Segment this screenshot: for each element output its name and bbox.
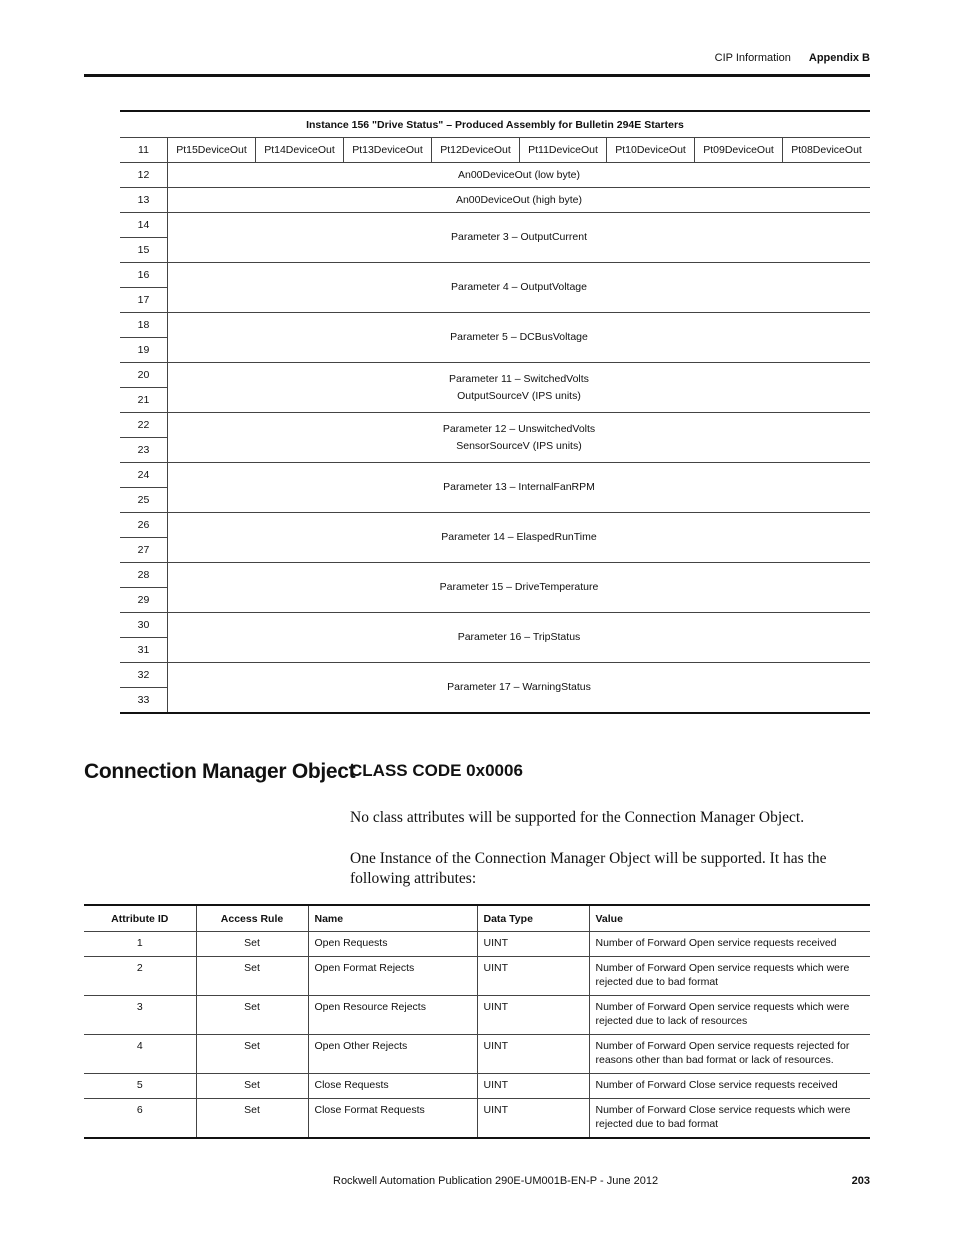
parameter-cell xyxy=(168,663,871,714)
table-row xyxy=(84,1074,870,1099)
table-row xyxy=(120,263,870,288)
attribute-name-cell: Close Format Requests xyxy=(308,1099,477,1139)
parameter-cell xyxy=(168,213,871,263)
byte-cell: 21 xyxy=(120,388,168,413)
parameter-line: Parameter 13 – InternalFanRPM xyxy=(443,481,595,493)
parameter-cell xyxy=(168,463,871,513)
table-row xyxy=(84,996,870,1035)
table-row xyxy=(120,463,870,488)
table-row xyxy=(120,138,870,163)
table-row xyxy=(120,563,870,588)
attribute-value-cell: Number of Forward Open service requests received xyxy=(589,932,870,957)
table-row xyxy=(120,363,870,388)
assembly-table-title: Instance 156 "Drive Status" – Produced Assembly for Bulletin 294E Starters xyxy=(120,111,870,138)
attribute-name-cell: Open Other Rejects xyxy=(308,1035,477,1074)
attribute-id-cell: 2 xyxy=(84,957,196,996)
footer-publication: Rockwell Automation Publication 290E-UM001B-EN-P - June 2012 xyxy=(333,1175,659,1187)
parameter-cell xyxy=(168,613,871,663)
attribute-type-cell: UINT xyxy=(477,1035,589,1074)
byte-cell: 28 xyxy=(120,563,168,588)
byte-cell: 26 xyxy=(120,513,168,538)
byte-cell: 31 xyxy=(120,638,168,663)
bit-cell: Pt13DeviceOut xyxy=(344,138,432,163)
byte-cell: 13 xyxy=(120,188,168,213)
parameter-line: Parameter 5 – DCBusVoltage xyxy=(450,331,588,343)
table-row xyxy=(84,1035,870,1074)
parameter-line: Parameter 3 – OutputCurrent xyxy=(451,231,587,243)
attribute-type-cell: UINT xyxy=(477,957,589,996)
byte-cell: 16 xyxy=(120,263,168,288)
column-header: Access Rule xyxy=(196,905,308,932)
attribute-value-cell: Number of Forward Open service requests which were rejected due to lack of resources xyxy=(589,996,870,1035)
byte-cell: 18 xyxy=(120,313,168,338)
parameter-cell xyxy=(168,313,871,363)
table-row xyxy=(84,932,870,957)
parameter-line: OutputSourceV (IPS units) xyxy=(457,389,581,402)
attribute-table-header xyxy=(84,905,870,932)
column-header: Attribute ID xyxy=(84,905,196,932)
byte-cell: 11 xyxy=(120,138,168,163)
bit-cell: Pt14DeviceOut xyxy=(256,138,344,163)
parameter-line: SensorSourceV (IPS units) xyxy=(456,439,582,452)
byte-cell: 12 xyxy=(120,163,168,188)
attribute-access-cell: Set xyxy=(196,1074,308,1099)
table-row xyxy=(120,213,870,238)
section-title: Connection Manager Object xyxy=(84,760,356,783)
table-row xyxy=(120,663,870,688)
table-row xyxy=(120,513,870,538)
table-row xyxy=(84,957,870,996)
bit-cell: Pt15DeviceOut xyxy=(168,138,256,163)
table-row xyxy=(120,313,870,338)
attribute-id-cell: 5 xyxy=(84,1074,196,1099)
table-row xyxy=(120,613,870,638)
parameter-cell xyxy=(168,513,871,563)
byte-cell: 15 xyxy=(120,238,168,263)
page-number: 203 xyxy=(851,1175,870,1187)
attribute-id-cell: 6 xyxy=(84,1099,196,1139)
parameter-line: Parameter 14 – ElaspedRunTime xyxy=(441,531,597,543)
table-row xyxy=(120,413,870,438)
byte-cell: 17 xyxy=(120,288,168,313)
class-code-heading: CLASS CODE 0x0006 xyxy=(350,761,523,780)
column-header: Name xyxy=(308,905,477,932)
byte-cell: 25 xyxy=(120,488,168,513)
attribute-type-cell: UINT xyxy=(477,1074,589,1099)
byte-cell: 30 xyxy=(120,613,168,638)
attribute-name-cell: Close Requests xyxy=(308,1074,477,1099)
attribute-access-cell: Set xyxy=(196,1035,308,1074)
byte-cell: 23 xyxy=(120,438,168,463)
byte-cell: 27 xyxy=(120,538,168,563)
byte-cell: 19 xyxy=(120,338,168,363)
parameter-line: Parameter 11 – SwitchedVolts xyxy=(449,372,589,385)
bit-cell: Pt10DeviceOut xyxy=(607,138,695,163)
attribute-access-cell: Set xyxy=(196,957,308,996)
bit-cell: Pt12DeviceOut xyxy=(432,138,520,163)
bit-cell: Pt09DeviceOut xyxy=(695,138,783,163)
attribute-name-cell: Open Format Rejects xyxy=(308,957,477,996)
attribute-name-cell: Open Resource Rejects xyxy=(308,996,477,1035)
attribute-value-cell: Number of Forward Open service requests rejected for reasons other than bad format or lack of resources. xyxy=(589,1035,870,1074)
attribute-name-cell: Open Requests xyxy=(308,932,477,957)
parameter-cell xyxy=(168,363,871,413)
bit-cell: Pt08DeviceOut xyxy=(783,138,870,163)
attribute-id-cell: 4 xyxy=(84,1035,196,1074)
attribute-type-cell: UINT xyxy=(477,932,589,957)
attribute-value-cell: Number of Forward Close service requests received xyxy=(589,1074,870,1099)
parameter-cell xyxy=(168,263,871,313)
value-cell: An00DeviceOut (low byte) xyxy=(168,163,871,188)
attribute-id-cell: 3 xyxy=(84,996,196,1035)
attribute-access-cell: Set xyxy=(196,1099,308,1139)
table-row xyxy=(84,1099,870,1139)
attribute-id-cell: 1 xyxy=(84,932,196,957)
assembly-table xyxy=(120,110,870,714)
header-appendix: Appendix B xyxy=(808,52,870,64)
bit-cell: Pt11DeviceOut xyxy=(520,138,607,163)
parameter-line: Parameter 17 – WarningStatus xyxy=(447,681,591,693)
byte-cell: 33 xyxy=(120,688,168,714)
table-row xyxy=(120,188,870,213)
parameter-cell xyxy=(168,413,871,463)
parameter-line: Parameter 12 – UnswitchedVolts xyxy=(442,422,596,435)
table-row xyxy=(120,163,870,188)
column-header: Value xyxy=(589,905,870,932)
byte-cell: 22 xyxy=(120,413,168,438)
byte-cell: 32 xyxy=(120,663,168,688)
header-section: CIP Information xyxy=(714,52,791,64)
paragraph: No class attributes will be supported for the Connection Manager Object. xyxy=(350,809,805,826)
parameter-line: Parameter 16 – TripStatus xyxy=(457,631,581,643)
assembly-table-title-row xyxy=(120,111,870,138)
value-cell: An00DeviceOut (high byte) xyxy=(168,188,871,213)
page-header xyxy=(715,52,870,64)
byte-cell: 29 xyxy=(120,588,168,613)
attribute-access-cell: Set xyxy=(196,932,308,957)
parameter-line: Parameter 15 – DriveTemperature xyxy=(439,581,599,593)
attribute-access-cell: Set xyxy=(196,996,308,1035)
attribute-value-cell: Number of Forward Open service requests which were rejected due to bad format xyxy=(589,957,870,996)
parameter-cell xyxy=(168,563,871,613)
paragraph: One Instance of the Connection Manager Object will be supported. It has the following attributes: xyxy=(350,850,827,887)
attribute-type-cell: UINT xyxy=(477,1099,589,1139)
attribute-value-cell: Number of Forward Close service requests which were rejected due to bad format xyxy=(589,1099,870,1139)
column-header: Data Type xyxy=(477,905,589,932)
parameter-line: Parameter 4 – OutputVoltage xyxy=(450,281,587,293)
byte-cell: 20 xyxy=(120,363,168,388)
attribute-table xyxy=(84,904,870,1139)
header-rule xyxy=(84,74,870,77)
byte-cell: 24 xyxy=(120,463,168,488)
byte-cell: 14 xyxy=(120,213,168,238)
attribute-type-cell: UINT xyxy=(477,996,589,1035)
